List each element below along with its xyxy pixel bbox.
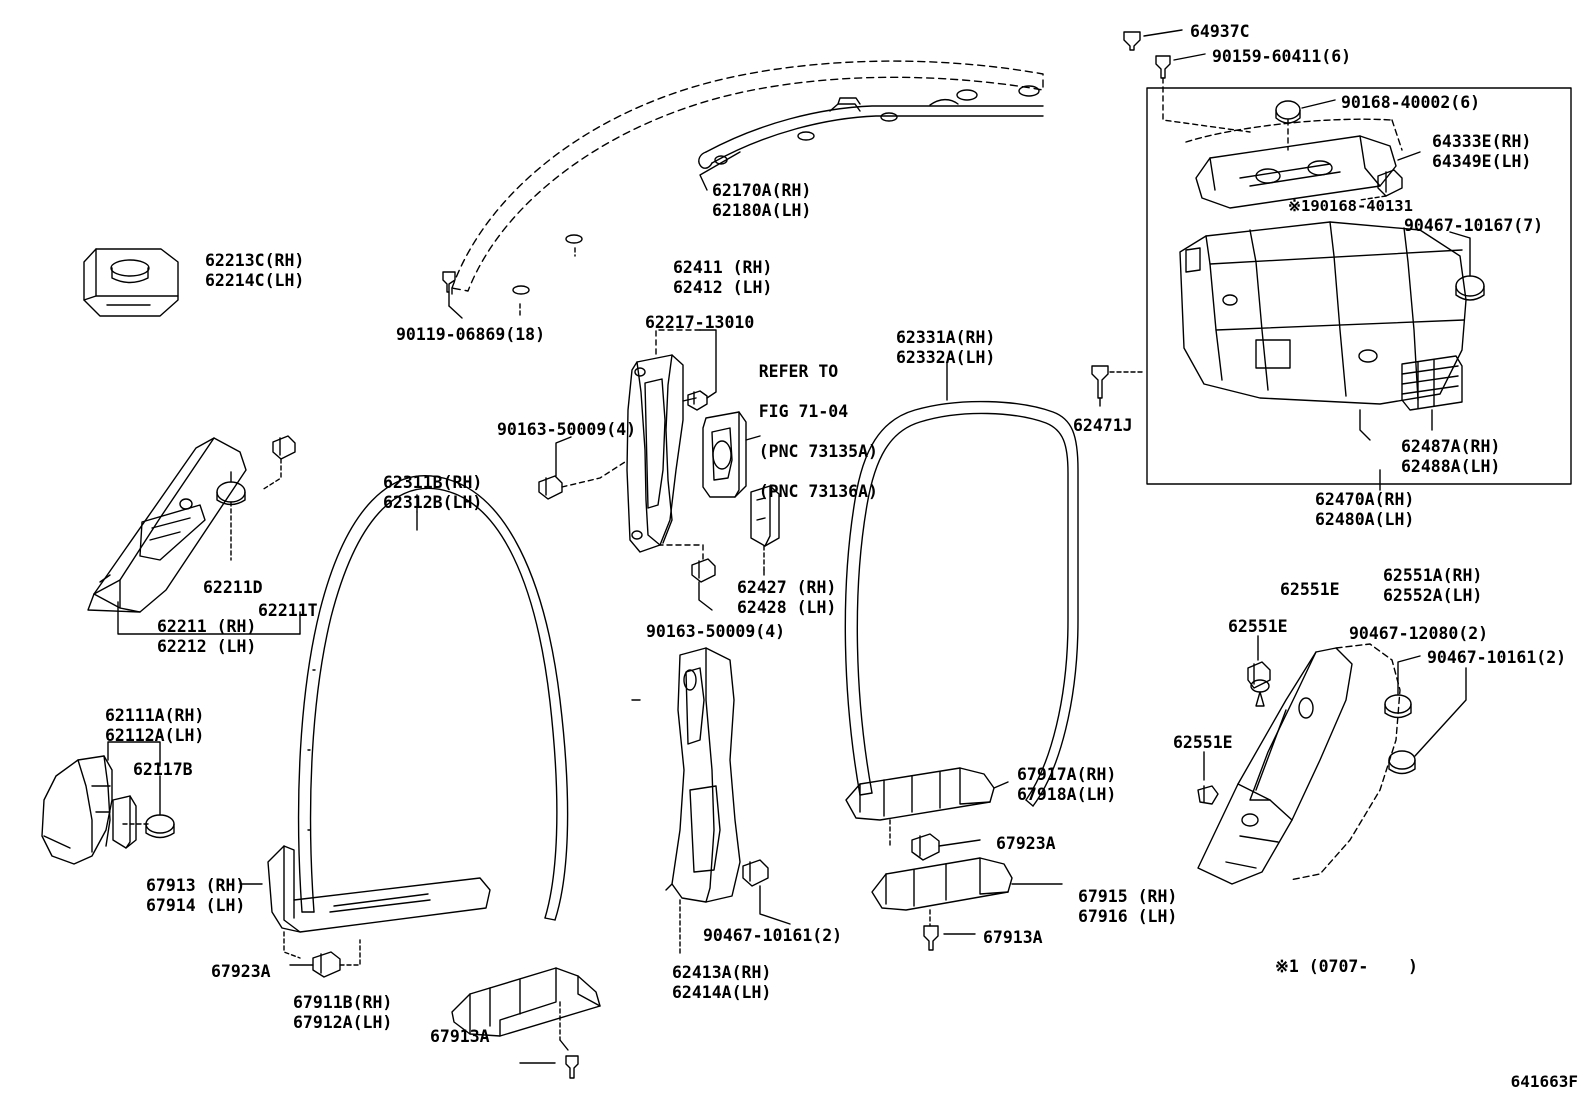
part-62551a-garnish bbox=[1198, 648, 1352, 884]
label-67911b: 67911B(RH) 67912A(LH) bbox=[293, 993, 393, 1032]
part-90163-clip-bottom bbox=[692, 559, 715, 582]
label-64333e: 64333E(RH) 64349E(LH) bbox=[1432, 132, 1532, 171]
label-62170a: 62170A(RH) 62180A(LH) bbox=[712, 181, 812, 220]
part-62551e-clip-c bbox=[1198, 786, 1218, 804]
part-67923a-clip-right bbox=[912, 834, 939, 860]
figure-code: 641663F bbox=[1510, 1072, 1578, 1091]
part-90159-pin bbox=[1156, 56, 1170, 78]
part-90467-10161-clip bbox=[1389, 751, 1415, 774]
label-62117b: 62117B bbox=[133, 760, 193, 779]
part-62411-garnish bbox=[627, 355, 696, 552]
part-62213c bbox=[84, 249, 178, 316]
part-67913-scuff bbox=[268, 846, 490, 932]
label-64937c: 64937C bbox=[1190, 22, 1250, 41]
label-90467-10161-right: 90467-10161(2) bbox=[1427, 648, 1567, 667]
refer-line-3: (PNC 73135A) bbox=[758, 442, 878, 461]
part-67913a-pin-left bbox=[560, 1040, 578, 1078]
label-62551a: 62551A(RH) 62552A(LH) bbox=[1383, 566, 1483, 605]
label-62427: 62427 (RH) 62428 (LH) bbox=[737, 578, 837, 617]
label-62413a: 62413A(RH) 62414A(LH) bbox=[672, 963, 772, 1002]
part-62471j-pin bbox=[1092, 366, 1108, 406]
part-62311b-weatherstrip bbox=[299, 476, 568, 920]
label-90467-10167: 90467-10167(7) bbox=[1404, 216, 1544, 235]
label-67917a: 67917A(RH) 67918A(LH) bbox=[1017, 765, 1117, 804]
part-67913a-pin-right bbox=[924, 926, 938, 950]
part-62487a-vent bbox=[1402, 356, 1462, 410]
part-67911b-plate bbox=[452, 968, 600, 1036]
label-90119-06869: 90119-06869(18) bbox=[396, 325, 546, 344]
part-62331a-weatherstrip bbox=[845, 402, 1078, 806]
part-67915-plate bbox=[872, 858, 1012, 910]
label-90159-60411: 90159-60411(6) bbox=[1212, 47, 1352, 66]
label-67923a-left: 67923A bbox=[211, 962, 271, 981]
label-62311b: 62311B(RH) 62312B(LH) bbox=[383, 473, 483, 512]
label-62211: 62211 (RH) 62212 (LH) bbox=[157, 617, 257, 656]
label-62217-13010: 62217-13010 bbox=[645, 313, 755, 332]
part-62470a-panel bbox=[1180, 222, 1466, 404]
part-90467-10167-clip bbox=[1456, 276, 1484, 300]
label-90163-50009-a: 90163-50009(4) bbox=[497, 420, 637, 439]
part-62211t-clip bbox=[273, 436, 295, 459]
part-62117b-clip bbox=[146, 815, 174, 838]
label-62213c: 62213C(RH) 62214C(LH) bbox=[205, 251, 305, 290]
label-62411: 62411 (RH) 62412 (LH) bbox=[673, 258, 773, 297]
label-62470a: 62470A(RH) 62480A(LH) bbox=[1315, 490, 1415, 529]
part-62413a-garnish bbox=[666, 648, 740, 902]
footnote-note: ※1 (0707- ) bbox=[1275, 957, 1418, 976]
label-90467-12080: 90467-12080(2) bbox=[1349, 624, 1489, 643]
refer-line-4: (PNC 73136A) bbox=[758, 482, 878, 501]
label-62551e-c: 62551E bbox=[1173, 733, 1233, 752]
part-62111a-trim bbox=[42, 756, 136, 864]
part-62217-clip bbox=[688, 391, 707, 410]
label-62551e-b: 62551E bbox=[1228, 617, 1288, 636]
label-67923a-right: 67923A bbox=[996, 834, 1056, 853]
refer-to-block bbox=[719, 342, 878, 522]
label-90168-40002: 90168-40002(6) bbox=[1341, 93, 1481, 112]
label-62111a: 62111A(RH) 62112A(LH) bbox=[105, 706, 205, 745]
refer-line-1: REFER TO bbox=[758, 362, 839, 381]
part-90163-clip-left bbox=[539, 476, 562, 499]
label-62211t: 62211T bbox=[258, 601, 318, 620]
label-67915: 67915 (RH) 67916 (LH) bbox=[1078, 887, 1178, 926]
label-67913: 67913 (RH) 67914 (LH) bbox=[146, 876, 246, 915]
label-62551e-a: 62551E bbox=[1280, 580, 1340, 599]
part-90467-clip-center bbox=[743, 860, 768, 886]
label-62471j: 62471J bbox=[1073, 416, 1133, 435]
label-67913a-right: 67913A bbox=[983, 928, 1043, 947]
refer-line-2: FIG 71-04 bbox=[758, 402, 849, 421]
part-67923a-clip-left bbox=[313, 952, 340, 977]
label-62487a: 62487A(RH) 62488A(LH) bbox=[1401, 437, 1501, 476]
label-90467-10161-center: 90467-10161(2) bbox=[703, 926, 843, 945]
label-90163-50009-b: 90163-50009(4) bbox=[646, 622, 786, 641]
label-90168-40131: ※190168-40131 bbox=[1288, 197, 1413, 215]
label-62211d: 62211D bbox=[203, 578, 263, 597]
label-62331a: 62331A(RH) 62332A(LH) bbox=[896, 328, 996, 367]
part-64937c-pin bbox=[1124, 32, 1140, 50]
label-67913a-left: 67913A bbox=[430, 1027, 490, 1046]
part-90119-pin bbox=[443, 272, 462, 318]
